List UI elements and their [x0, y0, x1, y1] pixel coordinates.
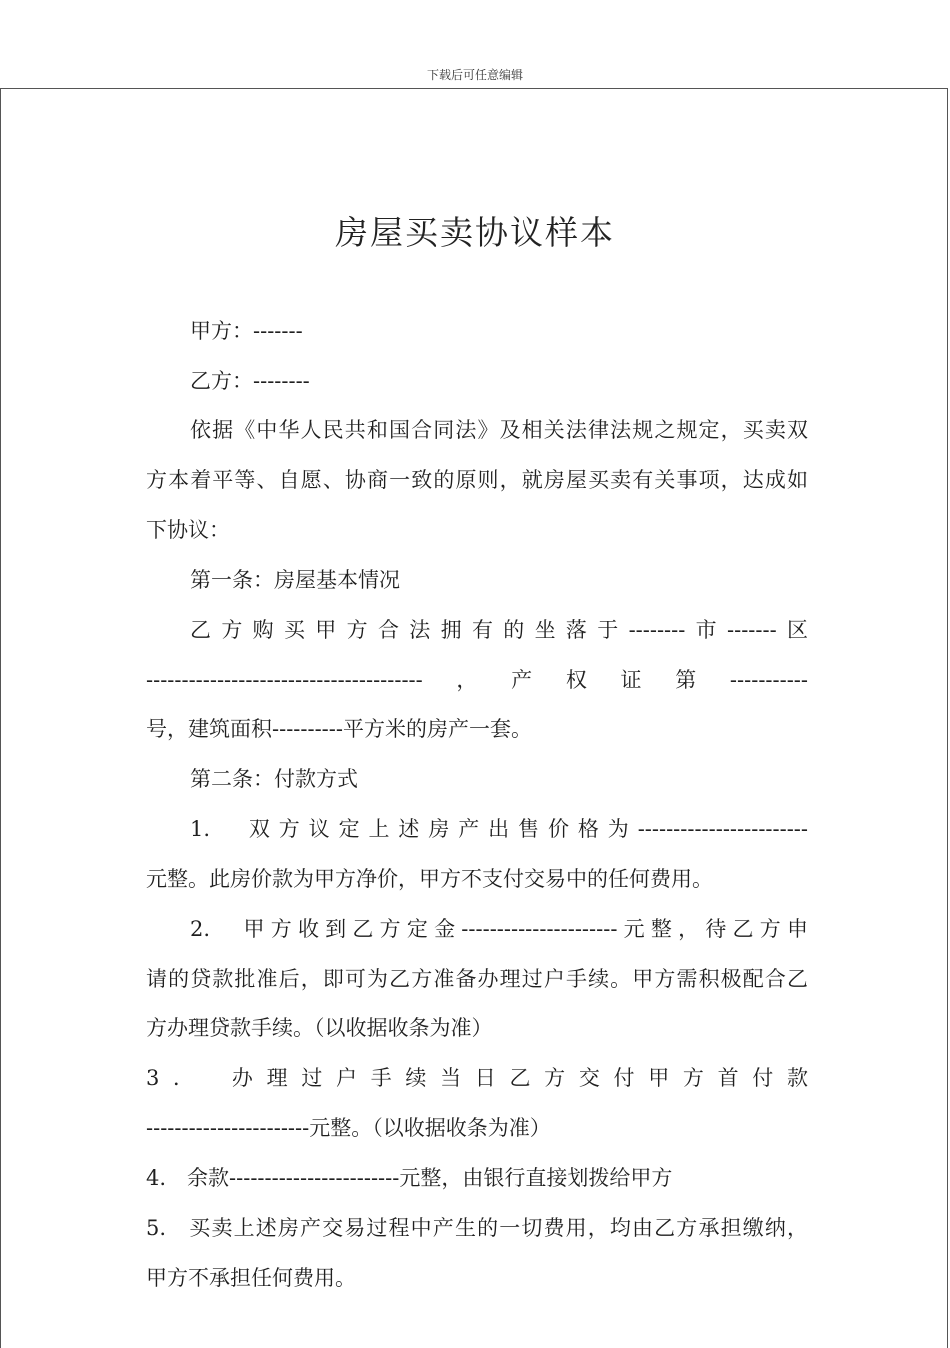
header-note: 下载后可任意编辑 [426, 68, 523, 82]
intro-line-2: 方本着平等、自愿、协商一致的原则，就房屋买卖有关事项，达成如 [146, 468, 808, 492]
party-a-line: 甲方：------- [190, 319, 303, 343]
article-1-line-3: 号，建筑面积----------平方米的房产一套。 [146, 717, 532, 741]
clause-4-line: 4. 余款------------------------元整，由银行直接划拨给甲方 [146, 1166, 673, 1190]
party-b-line: 乙方：-------- [190, 369, 310, 393]
intro-line-3: 下协议： [146, 518, 230, 542]
clause-3-line-2: -----------------------元整。（以收据收条为准） [146, 1116, 551, 1140]
clause-2-line-2: 请的贷款批准后，即可为乙方准备办理过户手续。甲方需积极配合乙 [146, 967, 808, 991]
clause-2-line-1: 2. 甲方收到乙方定金----------------------元整，待乙方申 [190, 917, 808, 941]
article-1-line-2: ---------------------------------------，产权证第----------- [146, 668, 808, 692]
clause-2-line-3: 方办理贷款手续。（以收据收条为准） [146, 1016, 493, 1040]
clause-3-line-1: 3． 办理过户手续当日乙方交付甲方首付款 [146, 1066, 808, 1090]
intro-line-1: 依据《中华人民共和国合同法》及相关法律法规之规定，买卖双 [190, 418, 808, 442]
article-2-heading: 第二条：付款方式 [190, 767, 358, 791]
clause-1-line-2: 元整。此房价款为甲方净价，甲方不支付交易中的任何费用。 [146, 867, 713, 891]
article-1-heading: 第一条：房屋基本情况 [190, 568, 400, 592]
document-title: 房屋买卖协议样本 [335, 213, 615, 252]
clause-1-line-1: 1. 双方议定上述房产出售价格为------------------------ [190, 817, 808, 841]
clause-5-line-2: 甲方不承担任何费用。 [146, 1266, 356, 1290]
article-1-line-1: 乙方购买甲方合法拥有的坐落于--------市-------区 [190, 618, 808, 642]
clause-5-line-1: 5. 买卖上述房产交易过程中产生的一切费用，均由乙方承担缴纳， [146, 1216, 808, 1240]
